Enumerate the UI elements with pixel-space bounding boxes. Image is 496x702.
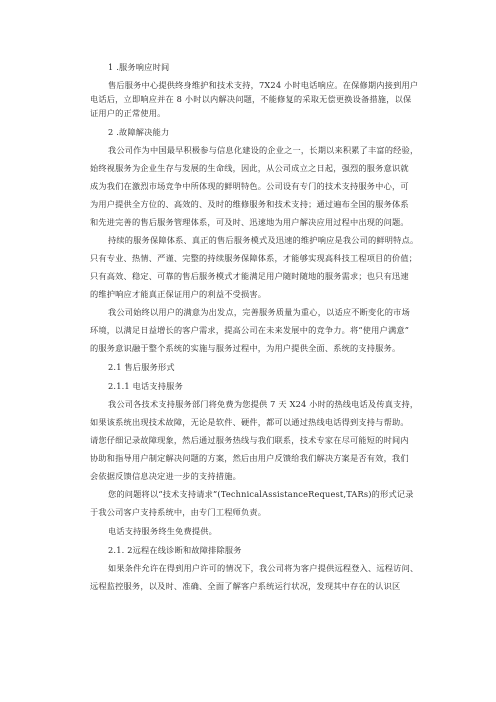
heading-after-sales-forms: 2.1 售后服务形式 [108,362,175,372]
text-line: 始终视服务为企业生存与发展的生命线，因此，从公司成立之日起，强烈的服务意识就 [90,163,409,173]
heading-remote-diagnosis: 2.1. 2远程在线诊断和故障排除服务 [108,545,242,555]
text-line: 环境，以满足日益增长的客户需求，提高公司在未来发展中的竞争力。将“使用户满意” [90,325,410,335]
heading-response-time: 1 .服务响应时间 [108,62,170,72]
text-line: 请您仔细记录故障现象，然后通过服务热线与我们联系，技术专家在尽可能短的时间内 [90,435,409,445]
text-line: 电话支持服务终生免费提供。 [108,526,218,536]
text-line: 为用户提供全方位的、高效的、及时的维修服务和技术支持；通过遍布全国的服务体系 [90,199,409,209]
text-line: 会依据反馈信息决定进一步的支持措施。 [90,471,241,481]
text-line: 的服务意识融于整个系统的实施与服务过程中，为用户提供全面、系统的支持服务。 [90,343,401,353]
text-line: 只有专业、热情、严谨、完整的持续服务保障体系，才能够实现高科技工程项目的价值； [90,253,418,263]
text-line: 我公司各技术支持服务部门将免费为您提供 7 天 X24 小时的热线电话及传真支持， [108,399,419,409]
text-line: 证用户的正常使用。 [90,108,166,118]
text-line: 协助和指导用户制定解决问题的方案，然后由用户反馈给我们解决方案是否有效，我们 [90,453,409,463]
text-line: 如果条件允许在得到用户许可的情况下，我公司将为客户提供远程登入、远程访问、 [108,563,419,573]
text-line: 如果该系统出现技术故障，无论是软件、硬件，都可以通过热线电话得到支持与帮助。 [90,417,409,427]
text-line: 售后服务中心提供终身维护和技术支持，7X24 小时电话响应。在保修期内接到用户 [108,80,419,90]
text-line: 只有高效、稳定、可靠的售后服务模式才能满足用户随时随地的服务需求；也只有迅速 [90,271,409,281]
text-line: 的维护响应才能真正保证用户的利益不受损害。 [90,289,267,299]
text-line: 我公司始终以用户的满意为出发点，完善服务质量为重心，以适应不断变化的市场 [108,307,410,317]
text-line: 成为我们在激烈市场竞争中所体现的鲜明特色。公司设有专门的技术支持服务中心，可 [90,181,409,191]
text-line: 我公司作为中国最早积极参与信息化建设的企业之一，长期以来积累了丰富的经验， [108,145,419,155]
heading-fault-resolution: 2 .故障解决能力 [108,127,170,137]
text-line: 和先进完善的售后服务管理体系，可及时、迅速地为用户解决应用过程中出现的问题。 [90,217,409,227]
text-line: 于我公司客户支持系统中，由专门工程师负责。 [90,507,267,517]
text-line: 远程监控服务，以及时、准确、全面了解客户系统运行状况，发现其中存在的认识区 [90,581,401,591]
text-line: 电话后，立即响应并在 8 小时以内解决问题，不能修复的采取无偿更换设备措施，以保 [90,94,412,104]
heading-phone-support: 2.1.1 电话支持服务 [108,381,183,391]
text-line: 您的问题将以“技术支持请求”(TechnicalAssistanceRequest,TARs)的形式记录 [108,489,414,499]
text-line: 持续的服务保障体系、真正的售后服务模式及迅速的维护响应是我公司的鲜明特点。 [108,235,419,245]
